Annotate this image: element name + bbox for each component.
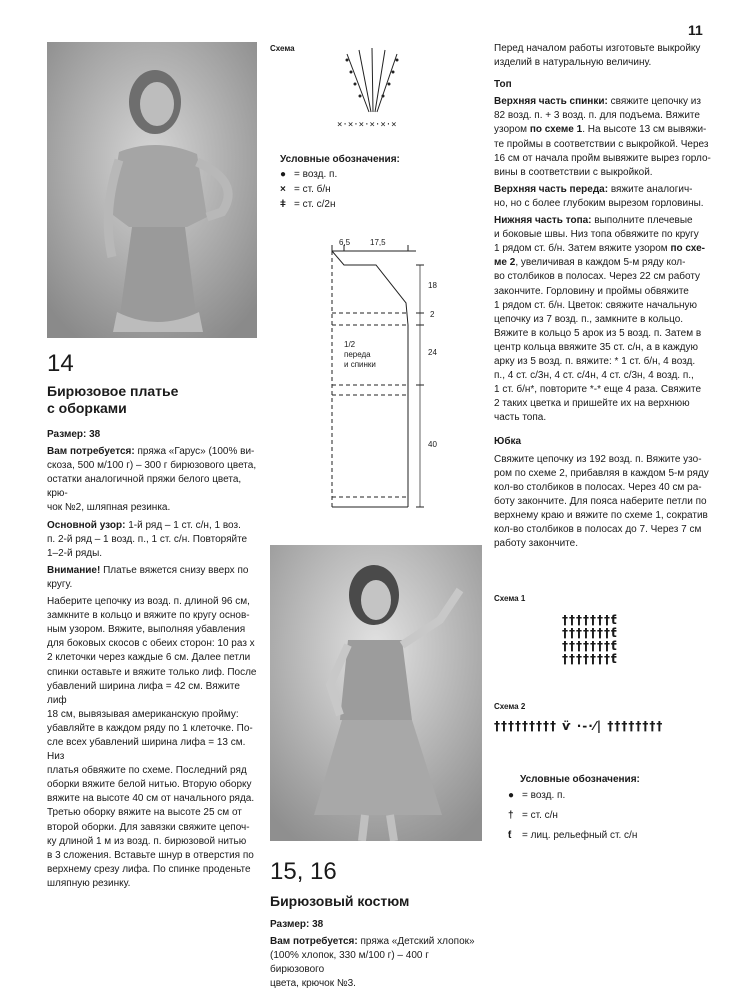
text-line: изделий в натуральную величину. — [494, 57, 652, 69]
skirt-heading: Юбка — [494, 436, 522, 448]
materials-label: Вам потребуется: — [47, 446, 135, 458]
legend-text: = возд. п. — [294, 169, 338, 180]
legend-right — [520, 772, 640, 787]
text-line: второй оборки. Для завязки свяжите цепоч- — [47, 821, 250, 833]
text-line: спинки оставьте и вяжите только лиф. После — [47, 666, 257, 678]
text-line: для боковых скосов с обеих сторон: 10 раз х — [47, 638, 255, 650]
text-line: 82 возд. п. + 3 возд. п. для подъема. Вяжите — [494, 110, 700, 122]
text-line: ку длиной 1 м из возд. п. бирюзовой нитью — [47, 835, 247, 847]
top-heading: Топ — [494, 79, 512, 91]
text-line: кол-во столбиков в полосах до 7. Через 7 см — [494, 524, 702, 535]
text-line: п. 2-й ряд – 1 возд. п., 1 ст. с/н. Повторяйте — [47, 533, 248, 545]
pattern-label: Основной узор: — [47, 519, 126, 531]
text-line: убавлений ширина лифа = 42 см. Вяжите лиф — [47, 680, 240, 706]
text-line: во столбиков в полосах. Через 22 см работу — [494, 271, 701, 283]
text-line: вяжите аналогич- — [608, 183, 693, 195]
dim-top-2: 17,5 — [370, 238, 386, 247]
text-line: оборки вяжите белой нитью. Вторую оборку — [47, 779, 252, 791]
text-line: Третью оборку вяжите на высоте 25 см от — [47, 807, 242, 819]
text-line: ным узором. Вяжите, выполняя убавления — [47, 624, 246, 636]
text-line: цвета, крючок №3. — [270, 978, 356, 990]
text-line: 1–2-й ряды. — [47, 547, 103, 559]
model-15-16-body — [270, 918, 485, 994]
text-line: свяжите цепочку из — [607, 96, 701, 108]
text-line: п., 4 ст. с/3н, 4 ст. с/4н, 4 ст. с/3н, 4 возд. п., — [494, 370, 694, 382]
text-line: Перед началом работы изготовьте выкройку — [494, 43, 701, 54]
text-line: сле всех убавлений ширина лифа = 13 см. Низ — [47, 736, 246, 763]
scheme-2-label: Схема 2 — [494, 702, 526, 711]
pattern-label-line: переда — [344, 350, 371, 359]
text-line: чок №2, шляпная резинка. — [47, 502, 171, 514]
double-treble-symbol: ǂ — [280, 199, 286, 210]
scheme-top-label: Схема — [270, 44, 295, 53]
back-label: Верхняя часть спинки: — [494, 96, 608, 108]
model-15-16-number: 15, 16 — [270, 858, 337, 885]
dim-top-1: 6,5 — [339, 238, 351, 247]
dim-side-1: 18 — [428, 281, 437, 290]
legend-top — [280, 152, 400, 212]
pattern-label-line: и спинки — [344, 360, 376, 369]
text-line: кол-во столбиков в полосах. Через 40 см ра- — [494, 481, 702, 493]
model-14-photo — [47, 42, 257, 338]
text-line: центр кольца ввяжите 35 ст. с/н, а в каждую — [494, 341, 698, 353]
size-label: Размер: — [47, 429, 87, 440]
text-line: 2 клеточки через каждые 6 см. Далее петли — [47, 652, 251, 664]
text-line: Платье вяжется снизу вверх по — [100, 564, 249, 576]
text-line: вины в соответствии с выкройкой. — [494, 166, 653, 178]
chain-stitch-symbol: ● — [280, 169, 287, 180]
model-14-number: 14 — [47, 350, 74, 377]
text-line: верхнему краю и вяжите по схеме 1, сократив — [494, 509, 708, 521]
text-line: боту закончите. Для пояса наберите петли по — [494, 495, 707, 507]
text-line: скоза, 500 м/100 г) – 300 г бирюзового цвета, — [47, 460, 257, 472]
text-line: Свяжите цепочку из 192 возд. п. Вяжите узо- — [494, 453, 702, 465]
legend-text: = ст. с/2н — [294, 199, 336, 210]
text-line: остатки аналогичной пряжи белого цвета, крю- — [47, 474, 242, 500]
front-post-dc-symbol: ƭ — [508, 830, 512, 841]
attention-label: Внимание! — [47, 564, 101, 576]
text-line: выполните плечевые — [591, 215, 693, 227]
model-15-16-title: Бирюзовый костюм — [270, 893, 410, 909]
right-column — [494, 42, 714, 554]
dim-side-2: 2 — [430, 310, 435, 319]
title-line: Бирюзовое платье — [47, 383, 179, 399]
front-label: Верхняя часть переда: — [494, 183, 609, 195]
text-line: 1 рядом ст. б/н. Затем вяжите узором — [494, 243, 671, 255]
text-line: , увеличивая в каждом 5-м ряду кол- — [515, 257, 686, 269]
text-line: 1-й ряд – 1 ст. с/н, 1 воз. — [125, 519, 241, 531]
pattern-label-line: 1/2 — [344, 340, 356, 349]
text-line: пряжа «Гарус» (100% ви- — [134, 446, 255, 458]
text-line: в 3 сложения. Вставьте шнур в отверстия по — [47, 849, 254, 861]
size-value: 38 — [312, 919, 324, 930]
text-line: часть топа. — [494, 412, 547, 424]
text-line: Наберите цепочку из возд. п. длиной 96 см, — [47, 596, 250, 608]
text-line: убавляйте в каждом ряду по 1 клеточке. По- — [47, 722, 253, 734]
text-line: 16 см от начала пройм вывяжите вырез горло- — [494, 152, 711, 164]
legend-title: Условные обозначения: — [280, 154, 400, 165]
scheme-top-diagram — [335, 42, 415, 139]
text-line: 1 рядом ст. б/н. Цветок: свяжите начальную — [494, 299, 698, 311]
text-line: ром по схеме 2, прибавляя в каждом 5-м ряду — [494, 467, 709, 479]
scheme-1-label: Схема 1 — [494, 594, 526, 603]
dim-side-4: 40 — [428, 440, 437, 449]
text-line: вяжите на высоте 40 см от начального ряда. — [47, 793, 255, 805]
text-line: Вяжите в кольцо 5 арок из 5 возд. п. Затем в — [494, 327, 702, 339]
text-line: и боковые швы. Низ топа обвяжите по кругу — [494, 229, 699, 241]
legend-title: Условные обозначения: — [520, 774, 640, 785]
pattern-label — [344, 340, 376, 370]
text-line: . На высоте 13 см вывяжи- — [582, 124, 707, 136]
scheme-ref: по схеме 1 — [529, 124, 583, 136]
svg-text:×·×·×·×·×·×: ×·×·×·×·×·× — [337, 120, 397, 130]
legend-text: = возд. п. — [522, 790, 566, 801]
legend-text: = ст. б/н — [294, 184, 331, 195]
text-line: работу закончите. — [494, 538, 578, 550]
scheme-2-diagram: ††††††††† ѵ̈ ·-·⁄| †††††††† — [494, 719, 664, 733]
chain-stitch-symbol: ● — [508, 790, 515, 801]
legend-text: = ст. с/н — [522, 810, 558, 821]
double-crochet-symbol: † — [508, 810, 514, 821]
page-number: 11 — [688, 22, 703, 38]
model-15-16-photo — [270, 545, 482, 841]
text-line: пряжа «Детский хлопок» — [357, 936, 475, 948]
text-line: те проймы в соответствии с выкройкой. Через — [494, 138, 709, 150]
model-14-title — [47, 383, 178, 417]
text-line: (100% хлопок, 330 м/100 г) – 400 г бирюзового — [270, 950, 429, 976]
size-label: Размер: — [270, 919, 310, 930]
text-line: арку из 5 возд. п. вяжите: * 1 ст. б/н, 4 возд. — [494, 355, 696, 367]
size-value: 38 — [89, 429, 101, 440]
materials-label: Вам потребуется: — [270, 936, 358, 948]
lower-label: Нижняя часть топа: — [494, 215, 592, 227]
scheme-ref: ме 2 — [494, 257, 516, 269]
text-line: но, но с более глубоким вырезом горловины. — [494, 197, 704, 209]
text-line: верхнему срезу лифа. По спинке проденьте — [47, 863, 251, 875]
dim-side-3: 24 — [428, 348, 437, 357]
text-line: закончите. Горловину и проймы обвяжите — [494, 285, 689, 297]
model-14-body — [47, 428, 262, 894]
text-line: платья обвяжите по схеме. Последний ряд — [47, 765, 247, 777]
scheme-ref: по схе- — [670, 243, 706, 255]
text-line: замкните в кольцо и вяжите по кругу основ- — [47, 610, 250, 622]
text-line: 2 таких цветка и пришейте их на верхнюю — [494, 398, 690, 410]
text-line: 18 см, вывязывая американскую пройму: — [47, 708, 239, 720]
single-crochet-symbol: × — [280, 184, 286, 195]
text-line: кругу. — [47, 578, 73, 590]
pattern-drawing — [326, 245, 436, 520]
text-line: цепочку из 7 возд. п., замкните в кольцо. — [494, 313, 684, 325]
scheme-1-diagram: †††††††ƭ †††††††ƭ †††††††ƭ †††††††ƭ — [562, 613, 618, 666]
legend-text: = лиц. рельефный ст. с/н — [522, 830, 638, 841]
text-line: шляпную резинку. — [47, 877, 131, 889]
text-line: узором — [494, 124, 530, 136]
text-line: 1 ст. б/н*, повторите *-* еще 4 раза. Свяжите — [494, 384, 702, 396]
legend-right-items — [508, 788, 637, 843]
title-line: с оборками — [47, 400, 127, 416]
